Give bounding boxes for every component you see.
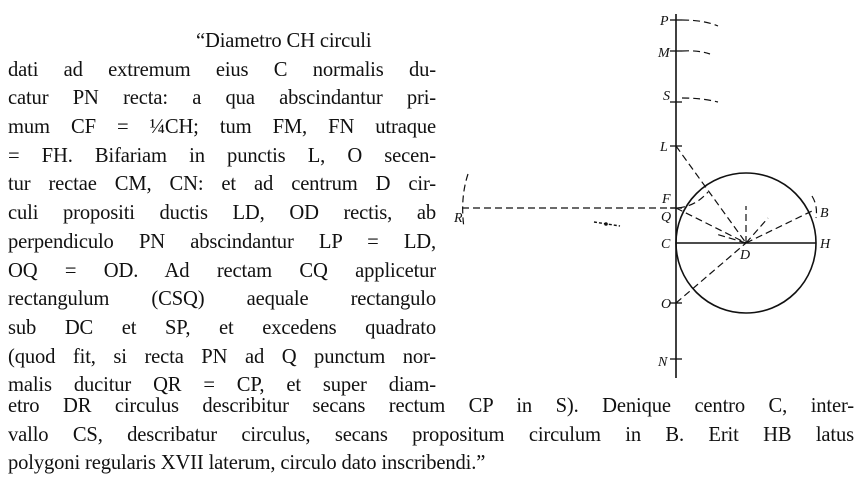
text-line: dati ad extremum eius C normalis du- xyxy=(8,58,436,81)
geometric-construction-figure xyxy=(446,6,856,386)
text-column xyxy=(8,27,436,400)
label-l: L xyxy=(660,140,668,155)
text-line: “Diametro CH circuli xyxy=(196,30,372,52)
label-b: B xyxy=(820,206,829,221)
label-q: Q xyxy=(661,210,672,225)
dashed-arc-r xyxy=(463,174,468,228)
text-line: (quod fit, si recta PN ad Q punctum nor- xyxy=(8,345,436,368)
dashed-chord-hb xyxy=(746,211,812,243)
text-line: culi propositi ductis LD, OD rectis, ab xyxy=(8,202,436,225)
text-line: catur PN recta: a qua abscindantur pri- xyxy=(8,87,436,110)
text-line: polygoni regularis XVII laterum, circulo dato inscribendi.” xyxy=(8,452,486,475)
text-line: = FH. Bifariam in punctis L, O secen- xyxy=(8,144,436,167)
dashed-arc-q xyxy=(678,192,708,208)
label-r: R xyxy=(454,211,463,226)
text-line: malis ducitur QR = CP, et super diam- xyxy=(8,374,436,397)
dashed-arc-p xyxy=(682,20,718,26)
dashed-arc-m xyxy=(682,51,710,54)
dashed-arc-s xyxy=(682,98,718,102)
text-line: sub DC et SP, et excedens quadrato xyxy=(8,316,436,339)
label-n: N xyxy=(658,355,668,370)
label-o: O xyxy=(661,297,672,312)
label-h: H xyxy=(820,237,831,252)
dashed-ray-d1 xyxy=(746,218,768,243)
label-c: C xyxy=(661,237,671,252)
text-line: rectangulum (CSQ) aequale rectangulo xyxy=(8,288,436,311)
dashed-arc-b xyxy=(812,196,817,218)
text-line: OQ = OD. Ad rectam CQ applicetur xyxy=(8,259,436,282)
label-d: D xyxy=(740,248,751,263)
dashed-line-od xyxy=(676,243,746,303)
text-line: perpendiculo PN abscindantur LP = LD, xyxy=(8,230,436,253)
text-line: etro DR circulus describitur secans rectum CP in S). Denique centro C, inter- xyxy=(8,395,854,417)
text-line: tur rectae CM, CN: et ad centrum D cir- xyxy=(8,173,436,196)
text-line: mum CF = ¼CH; tum FM, FN utraque xyxy=(8,116,436,139)
dashed-line-fd xyxy=(676,208,746,243)
label-s: S xyxy=(663,89,670,104)
text-wide xyxy=(8,392,854,478)
label-f: F xyxy=(662,192,671,207)
label-p: P xyxy=(660,14,669,29)
dashed-line-ld xyxy=(676,146,746,243)
label-m: M xyxy=(658,46,670,61)
text-line: vallo CS, describatur circulus, secans propositum circulum in B. Erit HB latus xyxy=(8,423,854,446)
